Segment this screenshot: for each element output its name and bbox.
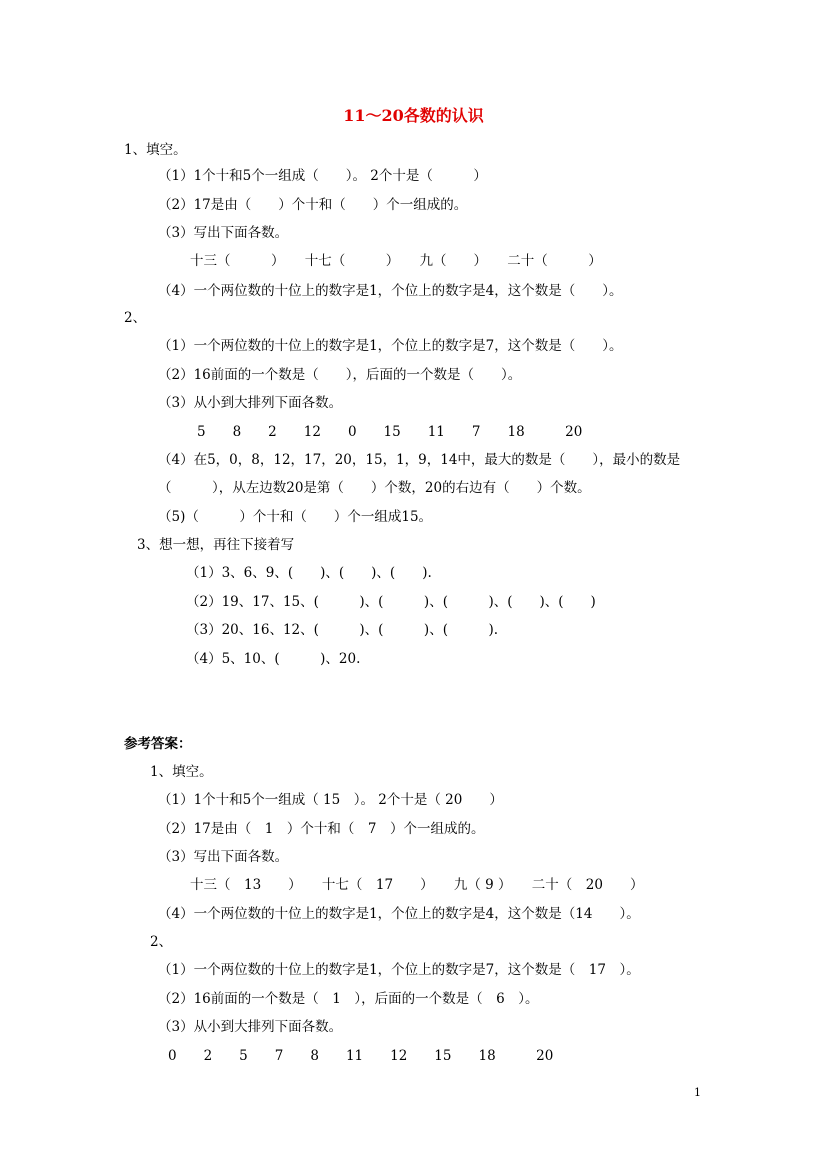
q3-item-2: （2）19、17、15、( )、( )、( )、( )、( )	[186, 594, 596, 610]
a2-item-1: （1）一个两位数的十位上的数字是1，个位上的数字是7，这个数是（ 17 ）。	[158, 962, 640, 978]
q3-heading: 3、想一想，再往下接着写	[137, 537, 295, 553]
q2-item-3: （3）从小到大排列下面各数。	[158, 395, 343, 411]
q2-item-4-line2: （ ），从左边数20是第（ ）个数，20的右边有（ ）个数。	[158, 480, 591, 496]
q3-item-4: （4）5、10、( )、20.	[186, 651, 361, 667]
q2-item-3-numbers: 5 8 2 12 0 15 11 7 18 20	[197, 424, 583, 440]
a1-item-3: （3）写出下面各数。	[158, 849, 289, 865]
a2-item-3: （3）从小到大排列下面各数。	[158, 1019, 343, 1035]
a2-heading: 2、	[150, 934, 173, 950]
q2-item-2: （2）16前面的一个数是（ ），后面的一个数是（ ）。	[158, 367, 522, 383]
q1-heading: 1、填空。	[124, 142, 187, 158]
q1-item-1: （1）1个十和5个一组成（ ）。 2个十是（ ）	[158, 168, 487, 184]
answers-heading: 参考答案：	[124, 736, 192, 752]
q2-item-4-line1: （4）在5，0，8，12，17，20，15，1，9，14中，最大的数是（ ），最小的数是	[158, 452, 681, 468]
a1-item-4: （4）一个两位数的十位上的数字是1，个位上的数字是4，这个数是（14 ）。	[158, 906, 640, 922]
q1-item-2: （2）17是由（ ）个十和（ ）个一组成的。	[158, 197, 468, 213]
a1-item-3-answers: 十三（ 13 ） 十七（ 17 ） 九（ 9 ） 二十（ 20 ）	[190, 877, 644, 893]
q1-item-3-blanks: 十三（ ） 十七（ ） 九（ ） 二十（ ）	[190, 253, 602, 269]
a1-item-1: （1）1个十和5个一组成（ 15 ）。 2个十是（ 20 ）	[158, 792, 503, 808]
a2-item-3-numbers: 0 2 5 7 8 11 12 15 18 20	[168, 1048, 554, 1064]
a1-heading: 1、填空。	[150, 764, 213, 780]
q1-item-4: （4）一个两位数的十位上的数字是1，个位上的数字是4，这个数是（ ）。	[158, 283, 623, 299]
q3-item-3: （3）20、16、12、( )、( )、( ).	[186, 622, 499, 638]
a1-item-2: （2）17是由（ 1 ）个十和（ 7 ）个一组成的。	[158, 821, 485, 837]
page-title: 11～20各数的认识	[343, 106, 484, 125]
page-number: 1	[694, 1086, 701, 1099]
q2-item-1: （1）一个两位数的十位上的数字是1，个位上的数字是7，这个数是（ ）。	[158, 338, 623, 354]
a2-item-2: （2）16前面的一个数是（ 1 ），后面的一个数是（ 6 ）。	[158, 991, 539, 1007]
q2-heading: 2、	[124, 310, 147, 326]
q2-item-5: （5)（ ）个十和（ ）个一组成15。	[158, 509, 433, 525]
q1-item-3: （3）写出下面各数。	[158, 225, 289, 241]
q3-item-1: （1）3、6、9、( )、( )、( ).	[186, 565, 432, 581]
